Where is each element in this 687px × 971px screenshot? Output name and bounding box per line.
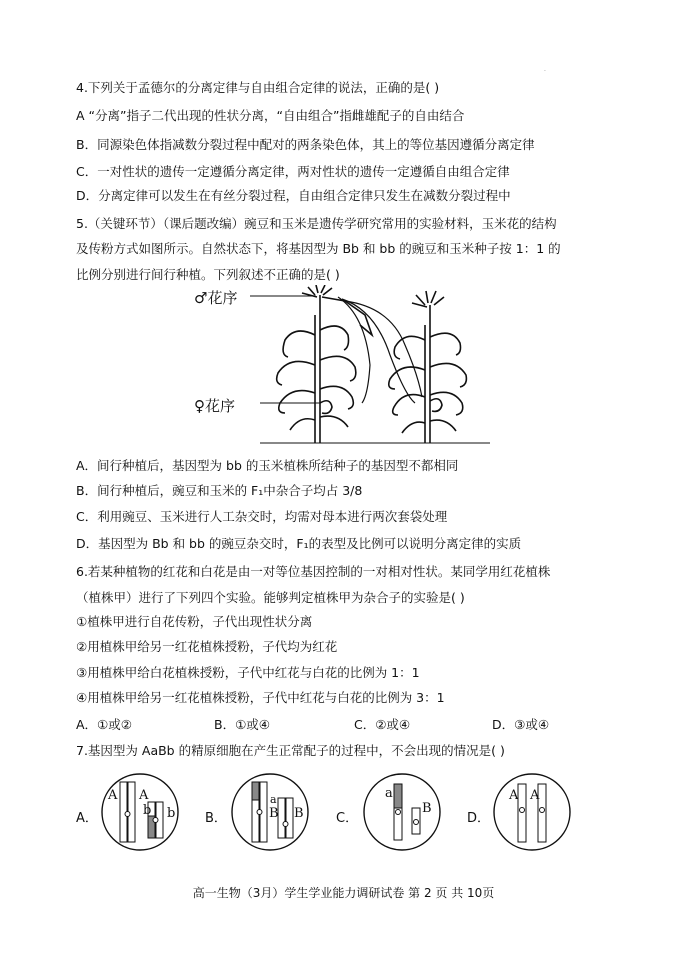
q7-choice-d: D． bbox=[467, 811, 491, 826]
cell-b-label-1: a bbox=[270, 793, 277, 806]
q4-option-c: C．一对性状的遗传一定遵循分离定律，两对性状的遗传一定遵循自由组合定律 bbox=[76, 164, 510, 179]
q5-stem-1: 5.（关键环节）（课后题改编）豌豆和玉米是遗传学研究常用的实验材料，玉米花的结构 bbox=[76, 216, 557, 231]
cell-b-label-3: B bbox=[294, 806, 304, 821]
cell-a-label-4: b bbox=[167, 806, 176, 821]
cell-a-label-2: A bbox=[139, 788, 149, 803]
male-inflorescence-label: ♂花序 bbox=[194, 289, 238, 307]
q4-stem: 4.下列关于孟德尔的分离定律与自由组合定律的说法，正确的是( ) bbox=[76, 80, 440, 95]
female-inflorescence-label: ♀花序 bbox=[194, 397, 235, 415]
q7-choice-c: C． bbox=[336, 811, 359, 826]
q4-option-b: B．同源染色体指减数分裂过程中配对的两条染色体，其上的等位基因遵循分离定律 bbox=[76, 137, 535, 152]
q6-choice-d: D．③或④ bbox=[492, 717, 550, 732]
q5-option-c: C．利用豌豆、玉米进行人工杂交时，均需对母本进行两次套袋处理 bbox=[76, 509, 448, 524]
q5-option-a: A．间行种植后，基因型为 bb 的玉米植株所结种子的基因型不都相同 bbox=[76, 458, 459, 473]
cell-c-label-2: B bbox=[422, 801, 432, 816]
q7-stem: 7.基因型为 AaBb 的精原细胞在产生正常配子的过程中，不会出现的情况是( ) bbox=[76, 743, 505, 758]
corn-plant-figure bbox=[190, 285, 490, 450]
q5-option-d: D．基因型为 Bb 和 bb 的豌豆杂交时，F₁的表型及比例可以说明分离定律的实质 bbox=[76, 536, 522, 551]
cell-c-label-1: a bbox=[385, 786, 393, 801]
cell-b-label-2: B bbox=[269, 806, 279, 821]
q6-stem-2: （植株甲）进行了下列四个实验。能够判定植株甲为杂合子的实验是( ) bbox=[76, 590, 465, 605]
q5-stem-3: 比例分别进行间行种植。下列叙述不正确的是( ) bbox=[76, 267, 340, 282]
cell-a-label-1: A bbox=[108, 788, 118, 803]
cell-d-label-2: A bbox=[530, 788, 540, 803]
q6-experiment-3: ③用植株甲给白花植株授粉，子代中红花与白花的比例为 1：1 bbox=[76, 665, 420, 680]
q5-option-b: B．间行种植后，豌豆和玉米的 F₁中杂合子均占 3/8 bbox=[76, 483, 363, 498]
q4-option-d: D．分离定律可以发生在有丝分裂过程，自由组合定律只发生在减数分裂过程中 bbox=[76, 188, 511, 203]
q7-choice-b: B． bbox=[205, 811, 227, 826]
scan-dot: . bbox=[544, 66, 546, 73]
q4-option-a: A “分离”指子二代出现的性状分离，“自由组合”指雌雄配子的自由结合 bbox=[76, 108, 465, 123]
q6-experiment-4: ④用植株甲给另一红花植株授粉，子代中红花与白花的比例为 3：1 bbox=[76, 690, 445, 705]
q6-choice-a: A．①或② bbox=[76, 717, 132, 732]
q6-experiment-1: ①植株甲进行自花传粉，子代出现性状分离 bbox=[76, 614, 313, 629]
q6-experiment-2: ②用植株甲给另一红花植株授粉，子代均为红花 bbox=[76, 639, 338, 654]
q6-choice-b: B．①或④ bbox=[214, 717, 270, 732]
q7-choice-a: A． bbox=[76, 811, 98, 826]
cell-d-diagram bbox=[492, 772, 572, 852]
cell-d-label-1: A bbox=[509, 788, 519, 803]
cell-a-label-3: b bbox=[143, 803, 152, 818]
page-footer: 高一生物（3月）学生学业能力调研试卷 第 2 页 共 10页 bbox=[192, 886, 495, 900]
q5-stem-2: 及传粉方式如图所示。自然状态下，将基因型为 Bb 和 bb 的豌豆和玉米种子按 1：1 的 bbox=[76, 241, 561, 256]
q6-stem-1: 6.若某种植物的红花和白花是由一对等位基因控制的一对相对性状。某同学用红花植株 bbox=[76, 564, 551, 579]
q6-choice-c: C．②或④ bbox=[354, 717, 411, 732]
